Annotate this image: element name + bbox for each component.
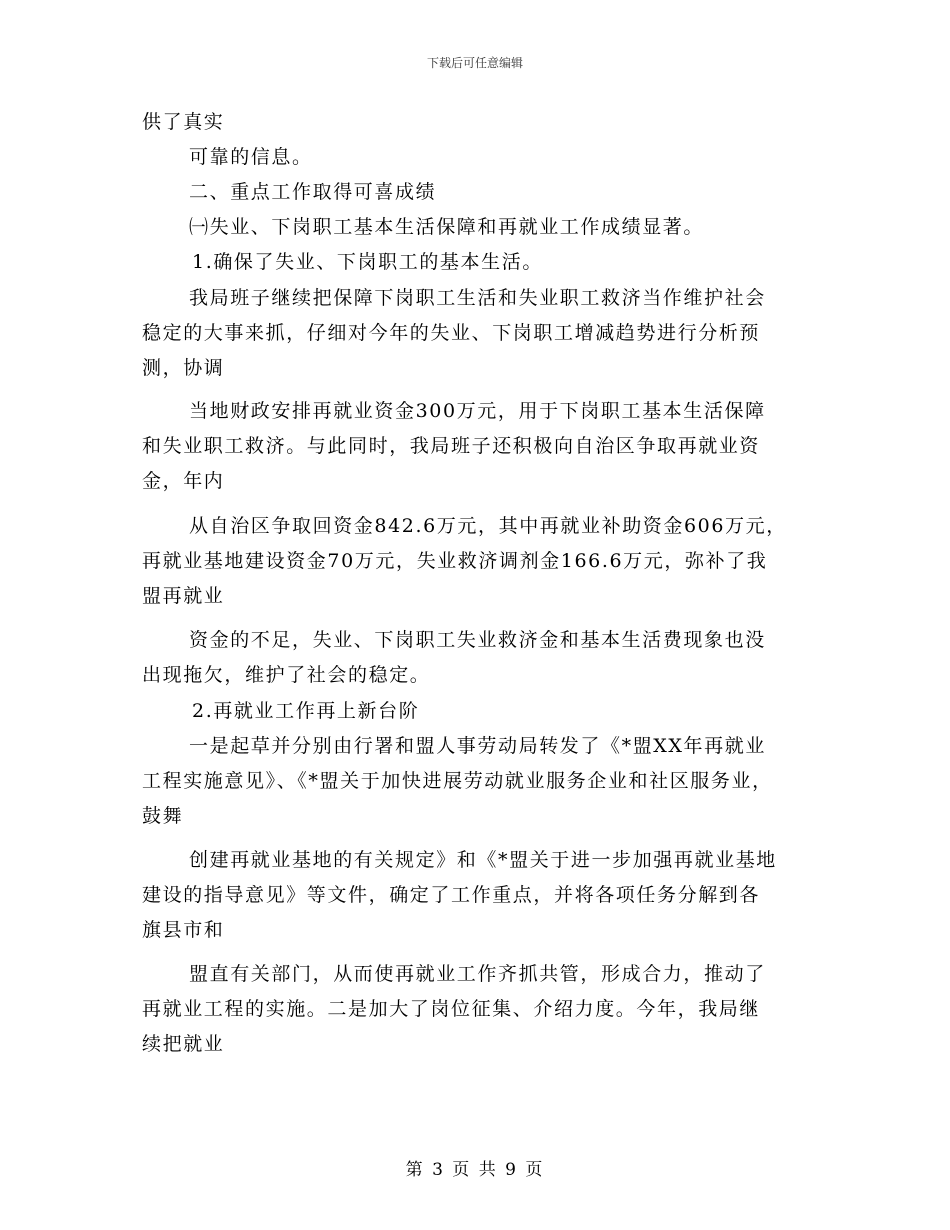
text-line: 再就业工程的实施。二是加大了岗位征集、介绍力度。今年，我局继 <box>142 998 761 1020</box>
text-line: 和失业职工救济。与此同时，我局班子还积极向自治区争取再就业资 <box>142 435 761 457</box>
text-line: 资金的不足，失业、下岗职工失业救济金和基本生活费现象也没 <box>189 629 766 651</box>
text-line: 鼓舞 <box>142 805 184 827</box>
text-line: 工程实施意见》、《*盟关于加快进展劳动就业服务企业和社区服务业， <box>142 770 773 792</box>
page-footer: 第 3 页 共 9 页 <box>405 1160 545 1180</box>
text-line: 从自治区争取回资金842.6万元，其中再就业补助资金606万元， <box>189 515 787 537</box>
text-line: 建设的指导意见》等文件，确定了工作重点，并将各项任务分解到各 <box>142 884 761 906</box>
text-line: 出现拖欠，维护了社会的稳定。 <box>142 664 431 686</box>
text-line: 稳定的大事来抓，仔细对今年的失业、下岗职工增减趋势进行分析预 <box>142 322 761 344</box>
text-line: 我局班子继续把保障下岗职工生活和失业职工救济当作维护社会 <box>189 287 766 309</box>
item-heading: 1.确保了失业、下岗职工的基本生活。 <box>192 251 543 273</box>
text-line: 供了真实 <box>142 111 225 133</box>
item-heading: 2.再就业工作再上新台阶 <box>192 700 420 722</box>
text-line: 创建再就业基地的有关规定》和《*盟关于进一步加强再就业基地 <box>189 849 777 871</box>
text-line: 可靠的信息。 <box>189 146 313 168</box>
subsection-heading: ㈠失业、下岗职工基本生活保障和再就业工作成绩显著。 <box>189 216 705 238</box>
text-line: 盟直有关部门，从而使再就业工作齐抓共管，形成合力，推动了 <box>189 963 766 985</box>
text-line: 盟再就业 <box>142 585 225 607</box>
text-line: 旗县市和 <box>142 919 225 941</box>
text-line: 一是起草并分别由行署和盟人事劳动局转发了《*盟XX年再就业 <box>189 735 766 757</box>
text-line: 续把就业 <box>142 1033 225 1055</box>
text-line: 测，协调 <box>142 357 225 379</box>
text-line: 再就业基地建设资金70万元，失业救济调剂金166.6万元，弥补了我 <box>142 550 768 572</box>
text-line: 当地财政安排再就业资金300万元，用于下岗职工基本生活保障 <box>189 400 766 422</box>
text-line: 金，年内 <box>142 470 225 492</box>
section-heading: 二、重点工作取得可喜成绩 <box>189 181 437 203</box>
page-header: 下载后可任意编辑 <box>426 56 523 70</box>
